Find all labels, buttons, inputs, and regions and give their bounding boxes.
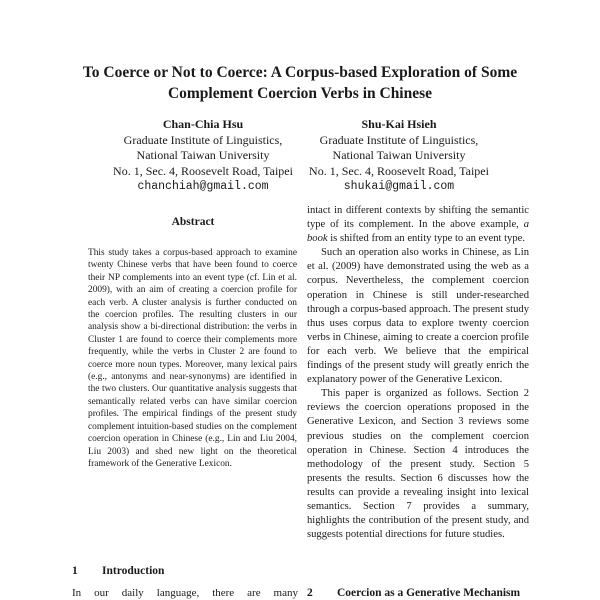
author-name: Shu-Kai Hsieh bbox=[361, 117, 437, 131]
abstract-text: This study takes a corpus-based approach to examine twenty Chinese verbs that have been found to coerce their NP complements into an event type (cf. Lin et al. 2009), with an aim of creating a coercion profile for each verb. A cluster analysis is further conducted on the coercion profiles. The resulting clusters in our analysis show a bi-directional distribution: the verbs in Cluster 1 are found to coerce their complements more frequently, while the verbs in Cluster 2 are found to coerce more noun types. Moreover, many lexical pairs (e.g., antonyms and near-synonyms) are identified in the two clusters. Our quantitative analysis suggests that semantically related verbs can have similar coercion profiles. The empirical findings of the present study complement intuition-based studies on the complement coercion operation in Chinese (e.g., Lin and Liu 2004, Liu 2003) and shed new light on the theoretical framework of the Generative Lexicon. bbox=[88, 248, 297, 469]
paragraph: Such an operation also works in Chinese, as Lin et al. (2009) have demonstrated using the web as a corpus. Nevertheless, the complement coercion operation in Chinese is still under-researched through a corpus-based approach. The present study thus uses corpus data to explore twenty coercion verbs in Chinese, aiming to create a coercion profile for each verb. We believe that the empirical findings of the present study will greatly enrich the explanatory power of the Generative Lexicon. bbox=[307, 247, 529, 386]
section-2-heading bbox=[307, 586, 520, 600]
section-1-heading bbox=[72, 564, 164, 578]
title-line-1: To Coerce or Not to Coerce: A Corpus-based Exploration of Some bbox=[82, 64, 518, 81]
author-address: No. 1, Sec. 4, Roosevelt Road, Taipei bbox=[309, 163, 489, 178]
right-column bbox=[307, 204, 529, 542]
italic-example: a book bbox=[307, 219, 529, 245]
abstract-heading: Abstract bbox=[171, 216, 215, 228]
author-email: shukai@gmail.com bbox=[343, 180, 455, 193]
author-email: chanchiah@gmail.com bbox=[137, 180, 269, 193]
author-university: National Taiwan University bbox=[136, 148, 270, 162]
author-block-1 bbox=[108, 117, 298, 195]
author-address: No. 1, Sec. 4, Roosevelt Road, Taipei bbox=[113, 163, 293, 178]
paragraph: This paper is organized as follows. Section 2 reviews the coercion operations proposed in the Generative Lexicon, and Section 3 reviews some previous studies on the complement coercion operation in Chinese. Section 4 introduces the methodology of the present study. Section 5 presents the results. Section 6 discusses how the results can provide a revealing insight into lexical semantics. Section 7 provides a summary, highlights the contribution of the present study, and suggests potential directions for future studies. bbox=[307, 388, 529, 541]
author-name: Chan-Chia Hsu bbox=[162, 117, 244, 131]
author-affiliation: Graduate Institute of Linguistics, bbox=[319, 132, 479, 147]
section-title: Introduction bbox=[102, 565, 165, 577]
section-number: 2 bbox=[307, 587, 313, 599]
section-title: Coercion as a Generative Mechanism bbox=[337, 587, 521, 599]
author-affiliation: Graduate Institute of Linguistics, bbox=[123, 132, 283, 147]
paragraph: intact in different contexts by shifting the semantic type of its complement. In the above example, a book is shifted from an entity type to an event type. bbox=[307, 205, 529, 245]
paper-title bbox=[0, 62, 600, 104]
author-university: National Taiwan University bbox=[332, 148, 466, 162]
author-block-2 bbox=[304, 117, 494, 195]
introduction-text-start: In our daily language, there are many bbox=[72, 587, 298, 599]
section-number: 1 bbox=[72, 565, 78, 577]
title-line-2: Complement Coercion Verbs in Chinese bbox=[167, 85, 433, 102]
